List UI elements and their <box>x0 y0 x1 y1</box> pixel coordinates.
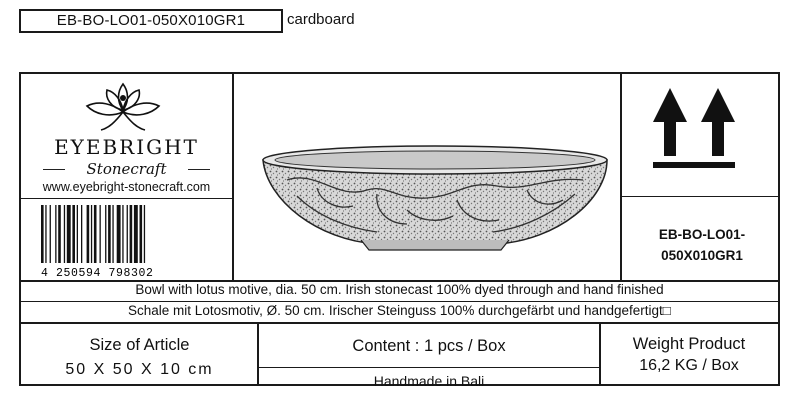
barcode-digits: 4 250594 798302 <box>41 267 154 279</box>
description-german: Schale mit Lotosmotiv, Ø. 50 cm. Irischer Steinguss 100% durchgefärbt und handgefertigt□ <box>128 303 671 318</box>
content-title: Content : 1 pcs / Box <box>352 337 506 355</box>
weight-title: Weight Product <box>632 335 746 353</box>
article-code-line2: 050X010GR1 <box>661 248 743 263</box>
origin-label: Handmade in Bali <box>373 373 485 389</box>
divider <box>621 196 780 197</box>
brand-cell <box>21 74 232 198</box>
divider <box>620 74 622 281</box>
shipping-label <box>19 72 780 389</box>
article-code-box: EB-BO-LO01-050X010GR1 <box>19 9 283 33</box>
article-code-line1: EB-BO-LO01- <box>658 227 746 242</box>
divider <box>258 367 600 368</box>
material-label: cardboard <box>287 11 355 28</box>
divider <box>21 322 780 324</box>
description-english: Bowl with lotus motive, dia. 50 cm. Irish stonecast 100% dyed through and hand finished <box>135 282 664 297</box>
brand-website: www.eyebright-stonecraft.com <box>42 180 211 194</box>
size-value: 50 X 50 X 10 cm <box>65 361 214 378</box>
barcode-icon <box>39 203 209 279</box>
article-code-cell <box>624 224 780 266</box>
lotus-logo-icon <box>81 78 165 132</box>
brand-name: EYEBRIGHT <box>54 135 199 159</box>
this-side-up-arrows-icon <box>649 86 739 170</box>
divider <box>21 198 233 199</box>
product-bowl-image <box>257 140 613 252</box>
weight-value: 16,2 KG / Box <box>639 357 739 374</box>
size-title: Size of Article <box>89 336 190 354</box>
brand-tagline: Stonecraft <box>41 160 212 178</box>
divider <box>232 74 234 281</box>
